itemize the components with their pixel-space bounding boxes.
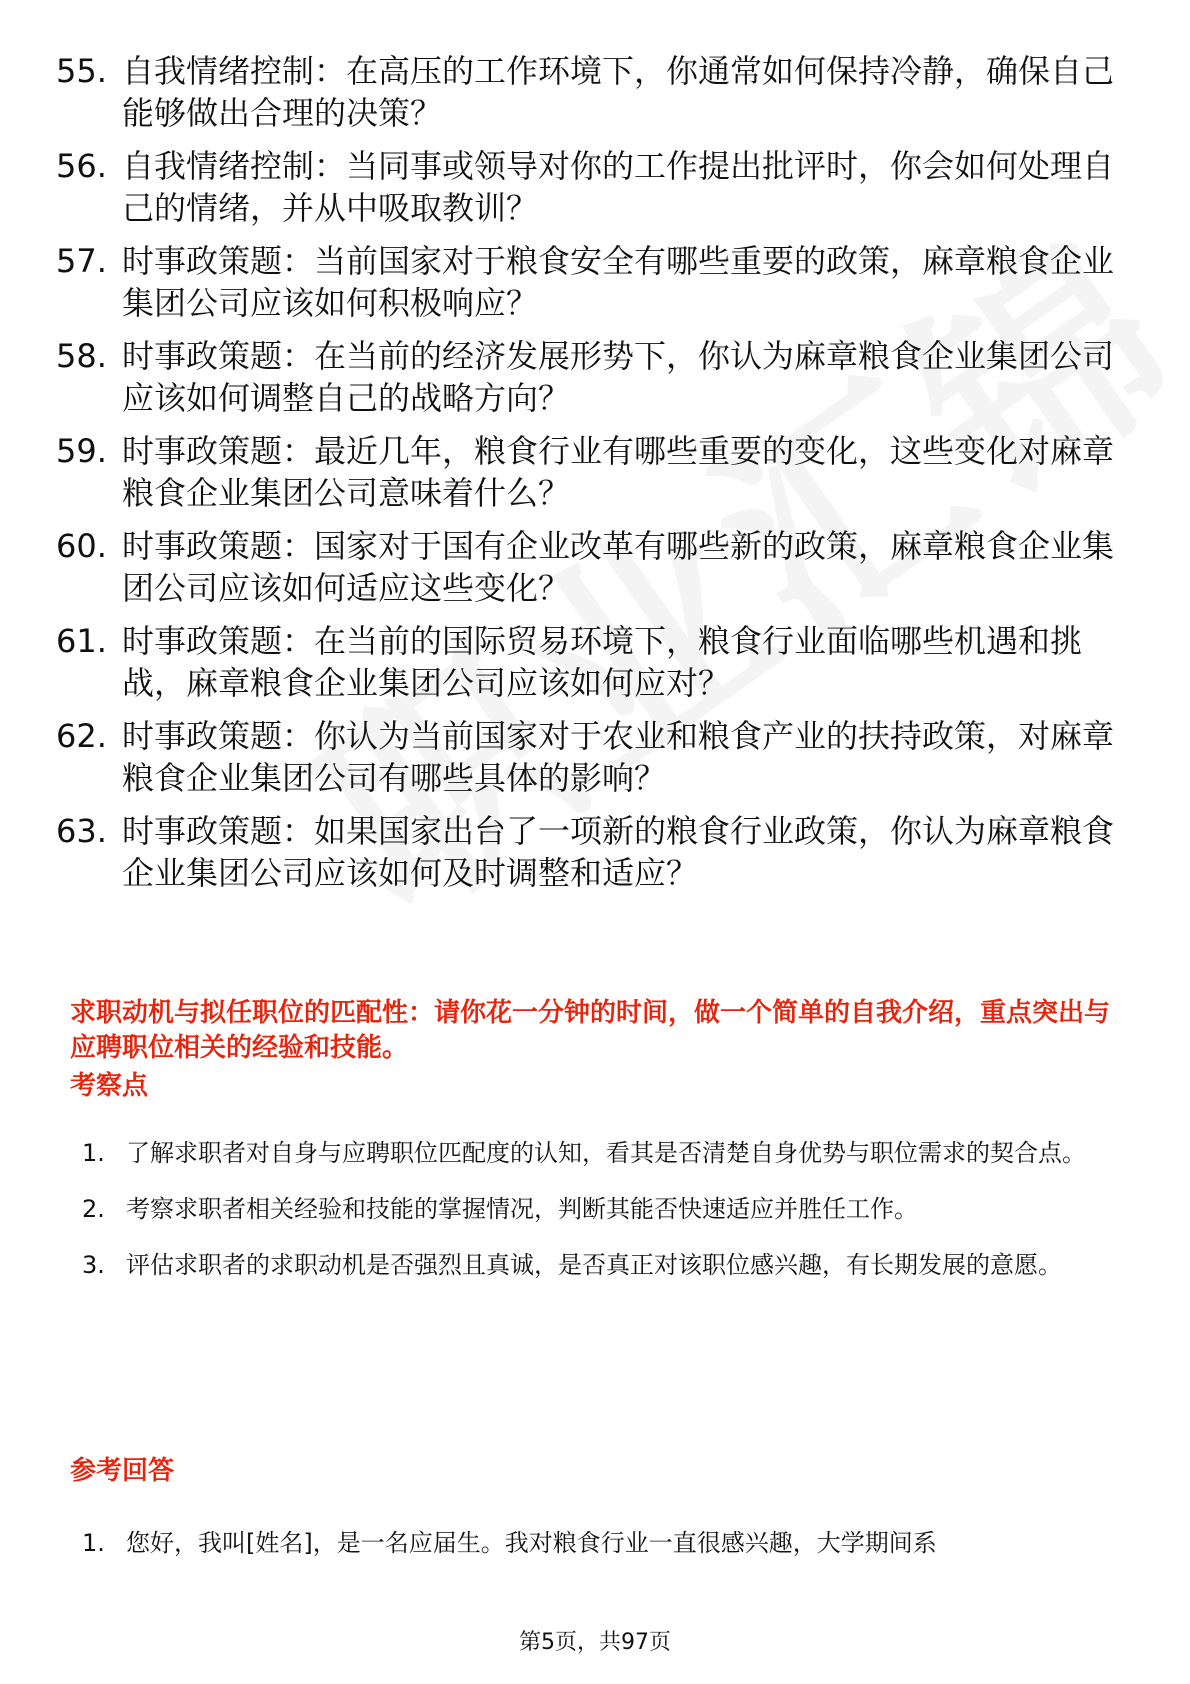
question-text: 时事政策题：在当前的经济发展形势下，你认为麻章粮食企业集团公司应该如何调整自己的战略方向？	[122, 337, 1115, 417]
question-text: 时事政策题：国家对于国有企业改革有哪些新的政策，麻章粮食企业集团公司应该如何适应这些变化？	[122, 527, 1115, 607]
question-number: 57.	[56, 242, 107, 280]
question-item	[56, 145, 1116, 229]
question-number: 56.	[56, 147, 107, 185]
question-item	[56, 335, 1116, 419]
point-text: 考察求职者相关经验和技能的掌握情况，判断其能否快速适应并胜任工作。	[126, 1195, 918, 1223]
point-text: 评估求职者的求职动机是否强烈且真诚，是否真正对该职位感兴趣，有长期发展的意愿。	[126, 1251, 1062, 1279]
page-footer: 第5页，共97页	[519, 1630, 671, 1655]
answer-number: 1.	[82, 1529, 105, 1557]
question-item	[56, 620, 1116, 704]
question-number: 55.	[56, 52, 107, 90]
question-text: 时事政策题：当前国家对于粮食安全有哪些重要的政策，麻章粮食企业集团公司应该如何积极响应？	[122, 242, 1115, 322]
points-title: 考察点	[70, 1071, 149, 1101]
question-text: 自我情绪控制：当同事或领导对你的工作提出批评时，你会如何处理自己的情绪，并从中吸取教训？	[122, 147, 1115, 227]
question-text: 自我情绪控制：在高压的工作环境下，你通常如何保持冷静，确保自己能够做出合理的决策？	[122, 52, 1115, 132]
question-text: 时事政策题：如果国家出台了一项新的粮食行业政策，你认为麻章粮食企业集团公司应该如何及时调整和适应？	[122, 812, 1115, 892]
question-text: 时事政策题：在当前的国际贸易环境下，粮食行业面临哪些机遇和挑战，麻章粮食企业集团公司应该如何应对？	[122, 622, 1083, 702]
question-item	[56, 50, 1116, 134]
question-item	[56, 430, 1116, 514]
answer-text: 您好，我叫[姓名]，是一名应届生。我对粮食行业一直很感兴趣，大学期间系	[126, 1529, 937, 1557]
answer-title: 参考回答	[70, 1456, 175, 1486]
point-number: 3.	[82, 1251, 105, 1279]
answers-list	[82, 1515, 1122, 1571]
point-item	[82, 1181, 1122, 1237]
question-number: 63.	[56, 812, 107, 850]
question-number: 61.	[56, 622, 107, 660]
question-item	[56, 240, 1116, 324]
question-number: 60.	[56, 527, 107, 565]
point-item	[82, 1125, 1122, 1181]
question-list	[56, 50, 1116, 905]
question-number: 59.	[56, 432, 107, 470]
question-number: 58.	[56, 337, 107, 375]
question-text: 时事政策题：最近几年，粮食行业有哪些重要的变化，这些变化对麻章粮食企业集团公司意味着什么？	[122, 432, 1115, 512]
point-number: 2.	[82, 1195, 105, 1223]
question-item	[56, 525, 1116, 609]
question-number: 62.	[56, 717, 107, 755]
section-question-heading: 求职动机与拟任职位的匹配性：请你花一分钟的时间，做一个简单的自我介绍，重点突出与应聘职位相关的经验和技能。	[70, 998, 1111, 1063]
points-list	[82, 1125, 1122, 1293]
point-number: 1.	[82, 1139, 105, 1167]
point-item	[82, 1237, 1122, 1293]
answer-item	[82, 1515, 1122, 1571]
question-item	[56, 810, 1116, 894]
question-text: 时事政策题：你认为当前国家对于农业和粮食产业的扶持政策，对麻章粮食企业集团公司有哪些具体的影响？	[122, 717, 1115, 797]
question-item	[56, 715, 1116, 799]
point-text: 了解求职者对自身与应聘职位匹配度的认知，看其是否清楚自身优势与职位需求的契合点。	[126, 1139, 1086, 1167]
